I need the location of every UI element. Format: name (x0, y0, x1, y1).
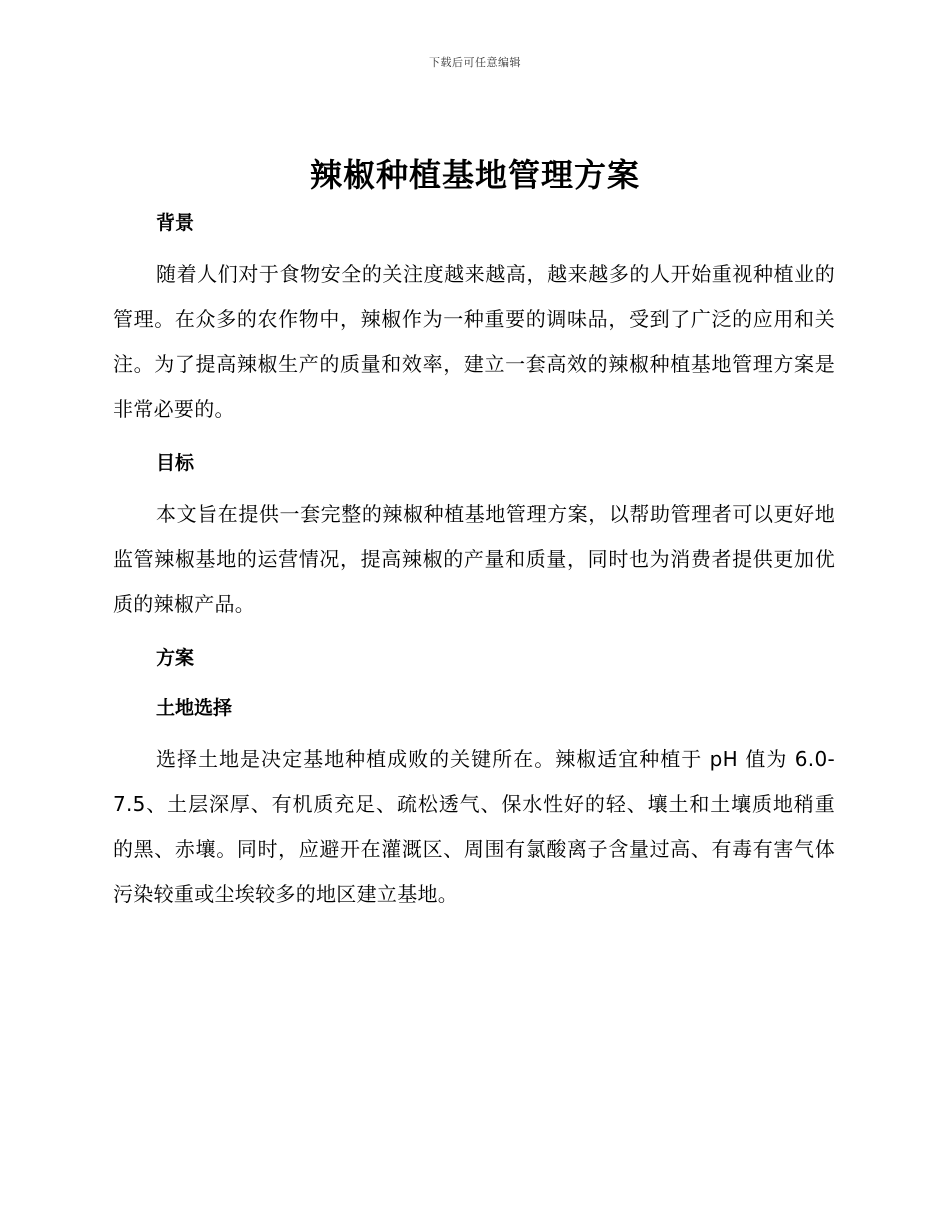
section-paragraph-goal: 本文旨在提供一套完整的辣椒种植基地管理方案，以帮助管理者可以更好地监管辣椒基地的运营情况，提高辣椒的产量和质量，同时也为消费者提供更加优质的辣椒产品。 (113, 502, 835, 616)
document-body (113, 204, 835, 917)
section-heading-plan: 方案 (156, 647, 195, 669)
section-paragraph-land: 选择土地是决定基地种植成败的关键所在。辣椒适宜种植于 pH 值为 6.0-7.5、土层深厚、有机质充足、疏松透气、保水性好的轻、壤土和土壤质地稍重的黑、赤壤。同时，应避开在灌溉区、周围有氯酸离子含量过高、有毒有害气体污染较重或尘埃较多的地区建立基地。 (113, 747, 835, 906)
section-heading-background: 背景 (156, 212, 195, 234)
document-title: 辣椒种植基地管理方案 (309, 156, 640, 194)
section-heading-goal: 目标 (156, 452, 195, 474)
subsection-heading-land: 土地选择 (156, 697, 233, 719)
section-paragraph-background: 随着人们对于食物安全的关注度越来越高，越来越多的人开始重视种植业的管理。在众多的农作物中，辣椒作为一种重要的调味品，受到了广泛的应用和关注。为了提高辣椒生产的质量和效率，建立一套高效的辣椒种植基地管理方案是非常必要的。 (113, 262, 835, 421)
header-note: 下载后可任意编辑 (429, 56, 521, 69)
